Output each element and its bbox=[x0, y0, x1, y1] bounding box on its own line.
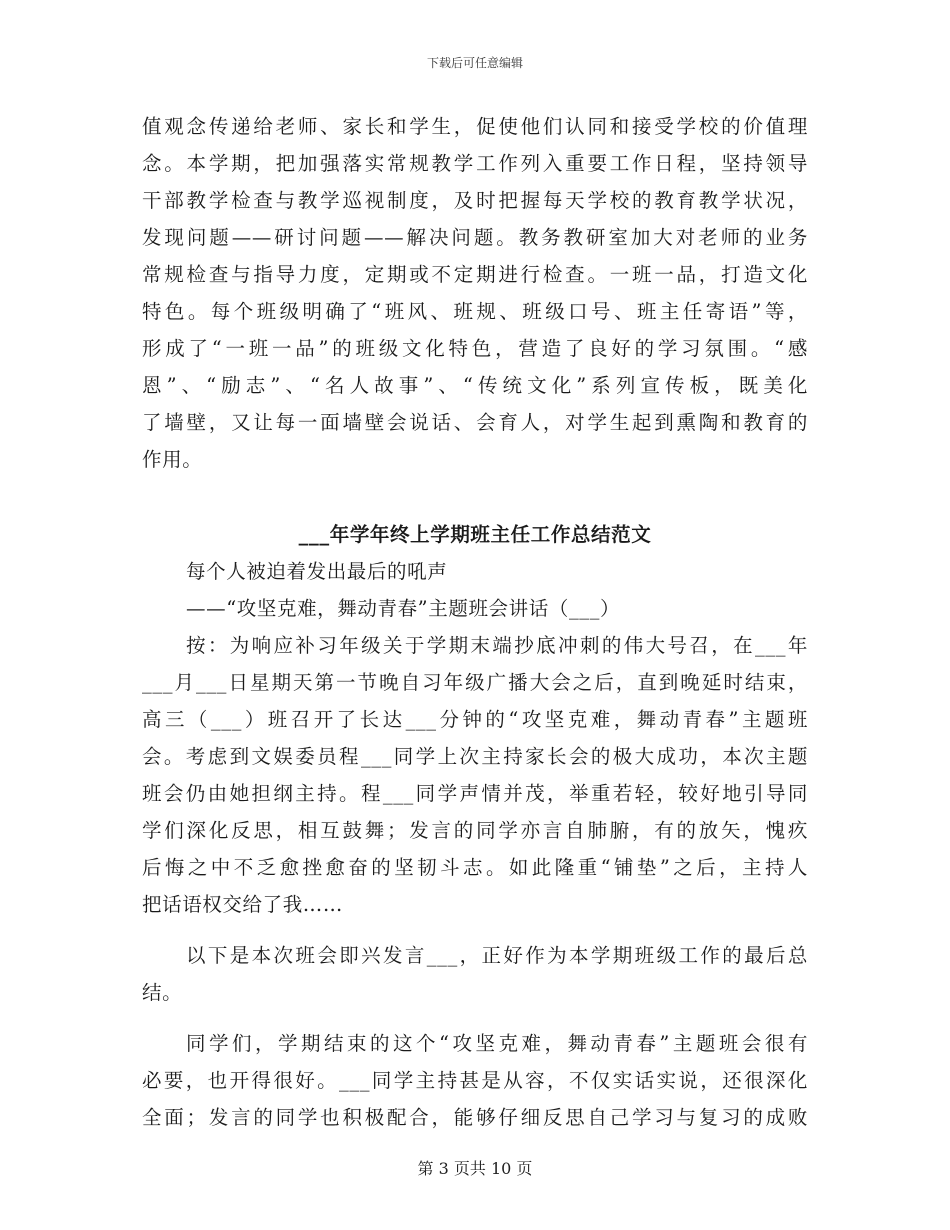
document-body bbox=[142, 108, 808, 1136]
paragraph-editor-note bbox=[142, 627, 808, 923]
text-line: 同学们，学期结束的这个“攻坚克难，舞动青春”主题班会很有 bbox=[186, 1032, 808, 1055]
text-line: 把话语权交给了我…… bbox=[142, 893, 344, 916]
section-title: ___年学年终上学期班主任工作总结范文 bbox=[298, 523, 652, 546]
speech-subtitle: 每个人被迫着发出最后的吼声 bbox=[186, 560, 448, 583]
text-line: 必要，也开得很好。___同学主持甚是从容，不仅实话实说，还很深化 bbox=[142, 1069, 808, 1092]
speech-subtitle-secondary: ——“攻坚克难，舞动青春”主题班会讲话（___） bbox=[186, 597, 621, 620]
text-line: 班会仍由她担纲主持。程___同学声情并茂，举重若轻，较好地引导同 bbox=[142, 782, 808, 805]
text-line: ___月___日星期天第一节晚自习年级广播大会之后，直到晚延时结束， bbox=[142, 671, 808, 694]
text-line: 特色。每个班级明确了“班风、班规、班级口号、班主任寄语”等， bbox=[142, 300, 808, 323]
page-header: 下载后可任意编辑 bbox=[426, 56, 523, 70]
text-line: 全面；发言的同学也积极配合，能够仔细反思自己学习与复习的成败 bbox=[142, 1106, 808, 1129]
text-line: 干部教学检查与教学巡视制度，及时把握每天学校的教育教学状况， bbox=[142, 189, 808, 212]
paragraph-school-culture bbox=[142, 108, 808, 478]
paragraph-speech bbox=[142, 1025, 808, 1136]
page-footer: 第 3 页共 10 页 bbox=[417, 1159, 533, 1178]
text-line: 值观念传递给老师、家长和学生，促使他们认同和接受学校的价值理 bbox=[142, 115, 808, 138]
text-line: 恩”、“励志”、“名人故事”、“传统文化”系列宣传板，既美化 bbox=[142, 374, 808, 397]
text-line: 作用。 bbox=[142, 448, 203, 471]
text-line: 念。本学期，把加强落实常规教学工作列入重要工作日程，坚持领导 bbox=[142, 152, 808, 175]
text-line: 学们深化反思，相互鼓舞；发言的同学亦言自肺腑，有的放矢，愧疚 bbox=[142, 819, 808, 842]
text-line: 发现问题——研讨问题——解决问题。教务教研室加大对老师的业务 bbox=[142, 226, 808, 249]
text-line: 会。考虑到文娱委员程___同学上次主持家长会的极大成功，本次主题 bbox=[142, 745, 808, 768]
text-line: 高三（___）班召开了长达___分钟的“攻坚克难，舞动青春”主题班 bbox=[142, 708, 808, 731]
text-line: 后悔之中不乏愈挫愈奋的坚韧斗志。如此隆重“铺垫”之后，主持人 bbox=[142, 856, 808, 879]
text-line: 按：为响应补习年级关于学期末端抄底冲刺的伟大号召，在___年 bbox=[186, 634, 808, 657]
text-line: 常规检查与指导力度，定期或不定期进行检查。一班一品，打造文化 bbox=[142, 263, 808, 286]
paragraph-intro bbox=[142, 937, 808, 1011]
text-line: 了墙壁，又让每一面墙壁会说话、会育人，对学生起到熏陶和教育的 bbox=[142, 411, 808, 434]
text-line: 以下是本次班会即兴发言___，正好作为本学期班级工作的最后总 bbox=[186, 944, 808, 967]
text-line: 结。 bbox=[142, 981, 183, 1004]
text-line: 形成了“一班一品”的班级文化特色，营造了良好的学习氛围。“感 bbox=[142, 337, 808, 360]
